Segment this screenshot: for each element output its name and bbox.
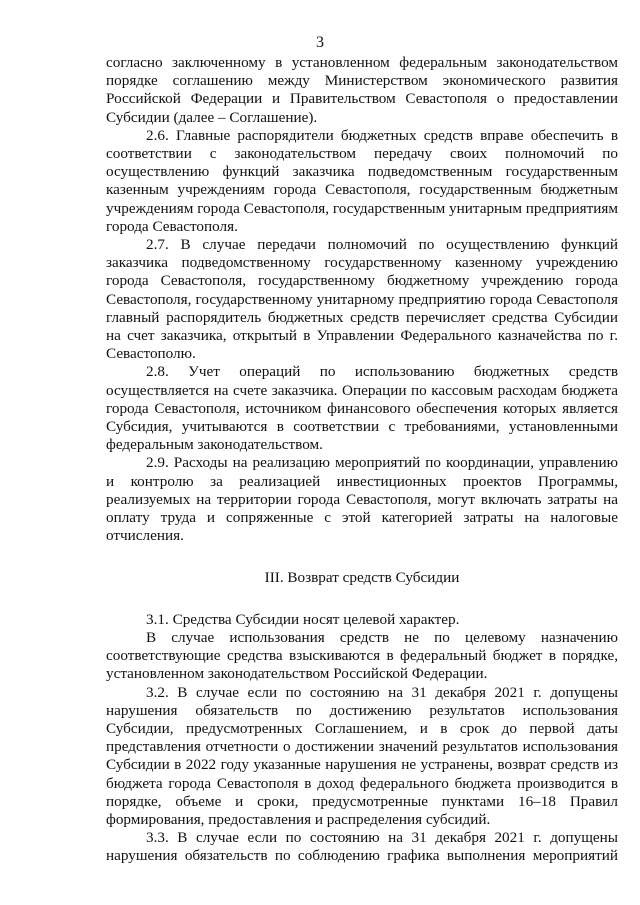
paragraph-2-8: 2.8. Учет операций по использованию бюджетных средств осуществляется на счете заказчика. Операции по кассовым расходам бюджета города Севастополя, источником финансового обеспечения которых является Субсидия, учитываются в соответствии с требованиями, установленными федеральным законодательством. [106,363,618,454]
paragraph-2-9: 2.9. Расходы на реализацию мероприятий по координации, управлению и контролю за реализацией инвестиционных проектов Программы, реализуемых на территории города Севастополя, могут включать затраты на оплату труда и сопряженные с этой категорией затраты на налоговые отчисления. [106,454,618,545]
paragraph-3-3: 3.3. В случае если по состоянию на 31 декабря 2021 г. допущены нарушения обязательств по соблюдению графика выполнения мероприятий [106,829,618,865]
page-number: 3 [316,34,324,51]
paragraph-3-1-misuse: В случае использования средств не по целевому назначению соответствующие средства взыскиваются в федеральный бюджет в порядке, установленном законодательством Российской Федерации. [106,628,618,683]
paragraph-3-1: 3.1. Средства Субсидии носят целевой характер. [146,610,460,628]
paragraph-continuation: согласно заключенному в установленном федеральным законодательством порядке соглашению между Министерством экономического развития Российской Федерации и Правительством Севастополя о предоставлении Субсидии (далее – Соглашение). [106,54,618,126]
paragraph-3-2: 3.2. В случае если по состоянию на 31 декабря 2021 г. допущены нарушения обязательств по достижению результатов использования Субсидии, предусмотренных Соглашением, и в срок до первой даты представления отчетности о достижении значений результатов использования Субсидии в 2022 году указанные нарушения не устранены, возврат средств из бюджета города Севастополя в доход федерального бюджета производится в порядке, объеме и сроки, предусмотренные пунктами 16–18 Правил формирования, предоставления и распределения субсидий. [106,683,618,828]
paragraph-2-7: 2.7. В случае передачи полномочий по осуществлению функций заказчика подведомственному государственному казенному учреждению города Севастополя, государственному бюджетному учреждению города Севастополя, государственному унитарному предприятию города Севастополя главный распорядитель бюджетных средств перечисляет средства Субсидии на счет заказчика, открытый в Управлении Федерального казначейства по г. Севастополю. [106,236,618,363]
document-body [106,54,618,866]
paragraph-2-6: 2.6. Главные распорядители бюджетных средств вправе обеспечить в соответствии с законодательством передачу своих полномочий по осуществлению функций заказчика подведомственным государственным казенным учреждениям города Севастополя, государственным бюджетным учреждениям города Севастополя, государственным унитарным предприятиям города Севастополя. [106,126,618,235]
section-title: III. Возврат средств Субсидии [264,569,460,587]
